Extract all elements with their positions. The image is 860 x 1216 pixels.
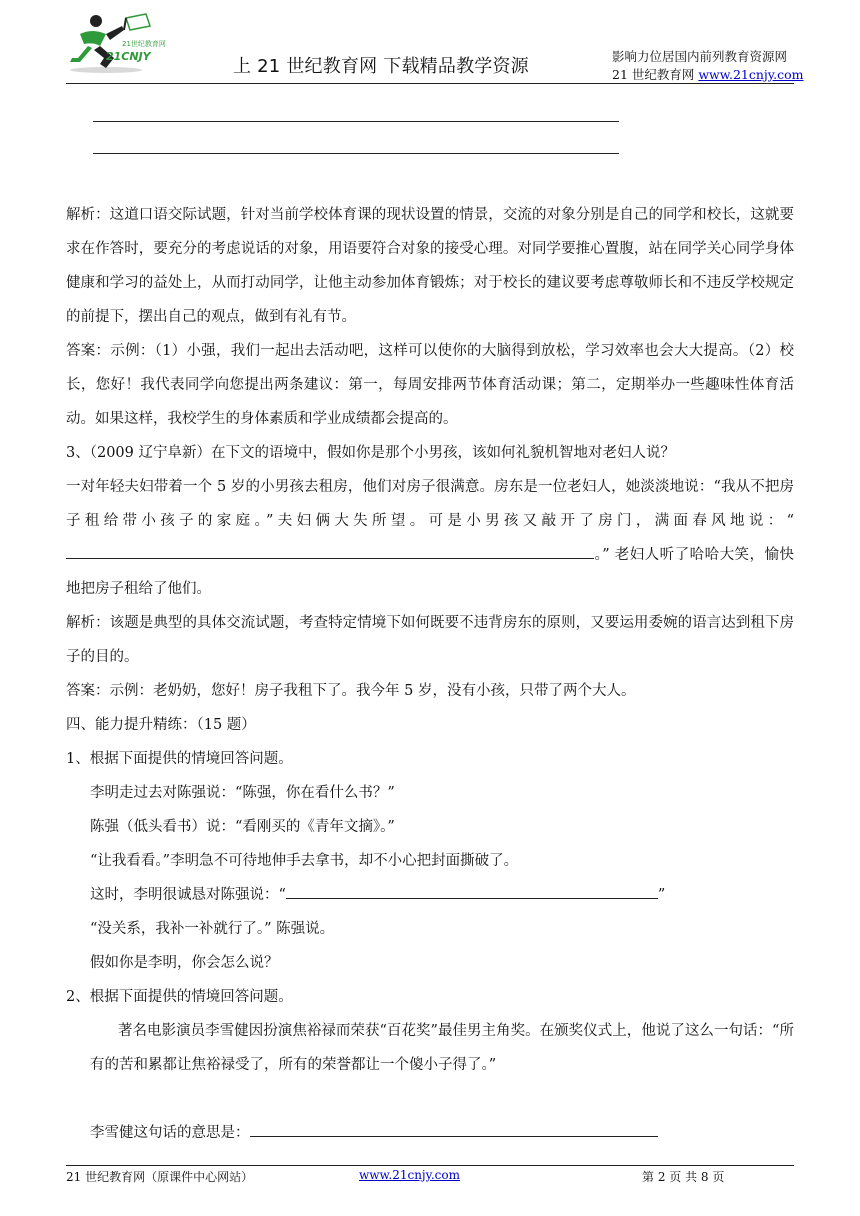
dialogue-line: 李明走过去对陈强说：“陈强，你在看什么书？”	[90, 785, 395, 801]
footer-site-name: 21 世纪教育网（原课件中心网站）	[66, 1170, 254, 1184]
runner-logo-icon	[66, 12, 172, 78]
header-tagline: 影响力位居国内前列教育资源网	[612, 49, 788, 64]
story-text-end: 。” 老妇人听了哈哈大笑，愉快地把房子租给了他们。	[66, 547, 794, 597]
answer-paragraph: 答案：示例：（1）小强，我们一起出去活动吧，这样可以使你的大脑得到放松，学习效率也会大大提高。（2）校长，您好！我代表同学向您提出两条建议：第一，每周安排两节体育活动课；第二，定期举办一些趣味性体育活动。如果这样，我校学生的身体素质和学业成绩都会提高的。	[66, 343, 794, 427]
page-number: 第 2 页 共 8 页	[642, 1170, 725, 1184]
dialogue-suffix: ”	[657, 887, 666, 903]
site-logo	[66, 12, 172, 78]
analysis-paragraph: 解析：该题是典型的具体交流试题，考查特定情境下如何既要不违背房东的原则，又要运用委婉的语言达到租下房子的目的。	[66, 615, 794, 665]
header-site-line	[612, 66, 804, 84]
dialogue-line: “让我看看。”李明急不可待地伸手去拿书，却不小心把封面撕破了。	[90, 853, 519, 869]
header-site-link[interactable]: www.21cnjy.com	[698, 67, 804, 82]
logo-subtext: 21CNJY	[106, 50, 151, 63]
question-2-title: 2、根据下面提供的情境回答问题。	[66, 989, 293, 1005]
footer-site-link[interactable]: www.21cnjy.com	[359, 1168, 460, 1182]
question-3-story	[66, 470, 794, 606]
dialogue-line: “没关系，我补一补就行了。” 陈强说。	[90, 921, 335, 937]
header-divider	[66, 83, 794, 84]
spacer	[66, 1082, 794, 1116]
analysis-paragraph: 解析：这道口语交际试题，针对当前学校体育课的现状设置的情景，交流的对象分别是自己的同学和校长，这就要求在作答时，要充分的考虑说话的对象，用语要符合对象的接受心理。对同学要推心置腹，站在同学关心同学身体健康和学习的益处上，从而打动同学，让他主动参加体育锻炼；对于校长的建议要考虑尊敬师长和不违反学校规定的前提下，摆出自己的观点，做到有礼有节。	[66, 207, 794, 325]
dialogue-line: 假如你是李明，你会怎么说？	[90, 955, 279, 971]
header-right-info	[612, 48, 804, 84]
question-2-prompt	[66, 1116, 794, 1150]
story-answer-blank[interactable]	[66, 544, 594, 559]
document-body	[66, 198, 794, 1150]
dialogue-line: 陈强（低头看书）说：“看刚买的《青年文摘》。”	[90, 819, 395, 835]
page-header	[0, 0, 860, 84]
section-heading: 四、能力提升精练：（15 题）	[66, 717, 256, 733]
answer-blank-line[interactable]	[93, 153, 619, 154]
answer-blank-line[interactable]	[93, 121, 619, 122]
prompt-answer-blank[interactable]	[250, 1122, 658, 1137]
story-text: 一对年轻夫妇带着一个 5 岁的小男孩去租房，他们对房子很满意。房东是一位老妇人，她淡淡地说：“我从不把房子租给带小孩子的家庭。”夫妇俩大失所望。可是小男孩又敲开了房门，满面春风地说：“	[66, 479, 794, 529]
footer-divider	[66, 1165, 794, 1166]
question-1-title: 1、根据下面提供的情境回答问题。	[66, 751, 293, 767]
footer-link-wrap	[359, 1168, 460, 1182]
dialogue-prefix: 这时，李明很诚恳对陈强说：“	[90, 887, 286, 903]
prompt-text: 李雪健这句话的意思是：	[90, 1125, 250, 1141]
dialogue-line	[66, 878, 794, 912]
header-site-name: 21 世纪教育网	[612, 67, 699, 82]
dialogue-answer-blank[interactable]	[286, 884, 658, 899]
question-3-title: 3、（2009 辽宁阜新）在下文的语境中，假如你是那个小男孩，该如何礼貌机智地对老妇人说？	[66, 445, 675, 461]
header-title: 上 21 世纪教育网 下载精品教学资源	[233, 56, 529, 77]
logo-text: 21世纪教育网	[122, 40, 166, 48]
question-2-passage: 著名电影演员李雪健因扮演焦裕禄而荣获“百花奖”最佳男主角奖。在颁奖仪式上，他说了这么一句话：“所有的苦和累都让焦裕禄受了，所有的荣誉都让一个傻小子得了。”	[90, 1023, 794, 1073]
answer-paragraph: 答案：示例：老奶奶，您好！房子我租下了。我今年 5 岁，没有小孩，只带了两个大人。	[66, 683, 636, 699]
